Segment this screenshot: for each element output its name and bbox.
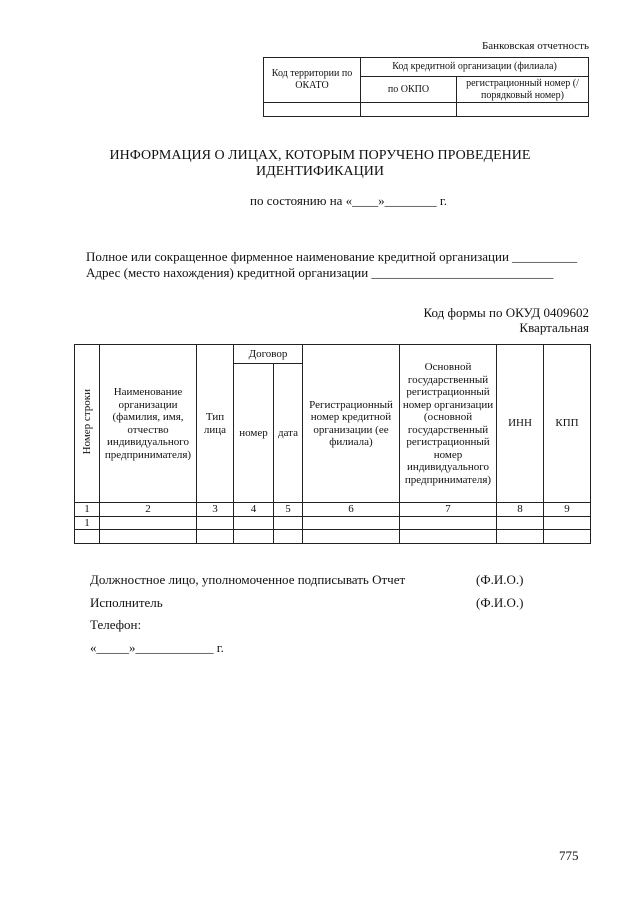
person-type-header: Тип лица — [197, 345, 234, 503]
kpp-cell[interactable] — [544, 516, 591, 530]
executor-fio: (Ф.И.О.) — [476, 595, 524, 610]
row-number-cell: 1 — [75, 516, 100, 530]
col-number: 7 — [400, 503, 497, 517]
col-number: 8 — [497, 503, 544, 517]
okpo-cell[interactable] — [361, 103, 457, 117]
header-code-table — [263, 57, 589, 117]
reg-number-cell[interactable] — [303, 516, 400, 530]
contract-date-cell[interactable] — [274, 530, 303, 544]
contract-number-header: номер — [234, 364, 274, 503]
col-number: 1 — [75, 503, 100, 517]
title-line-2: ИДЕНТИФИКАЦИИ — [256, 164, 384, 179]
contract-date-cell[interactable] — [274, 516, 303, 530]
ogrn-cell[interactable] — [400, 530, 497, 544]
page-number: 775 — [559, 848, 579, 863]
okpo-header: по ОКПО — [361, 77, 457, 103]
periodicity: Квартальная — [519, 320, 589, 335]
reg-number-cell[interactable] — [303, 530, 400, 544]
form-code: Код формы по ОКУД 0409602 — [423, 305, 589, 320]
col-number: 3 — [197, 503, 234, 517]
person-type-cell[interactable] — [197, 530, 234, 544]
inn-header: ИНН — [497, 345, 544, 503]
territory-code-cell[interactable] — [264, 103, 361, 117]
phone-label: Телефон: — [90, 617, 142, 632]
org-address-line: Адрес (место нахождения) кредитной организации ____________________________ — [86, 265, 554, 280]
territory-code-header: Код территории по ОКАТО — [264, 58, 361, 103]
kpp-cell[interactable] — [544, 530, 591, 544]
executor-label: Исполнитель — [90, 595, 163, 610]
contract-date-header: дата — [274, 364, 303, 503]
name-cell[interactable] — [100, 516, 197, 530]
person-type-cell[interactable] — [197, 516, 234, 530]
kpp-header: КПП — [544, 345, 591, 503]
reg-number-header: Регистрационный номер кредитной организации (ее филиала) — [303, 345, 400, 503]
col-number: 5 — [274, 503, 303, 517]
official-fio: (Ф.И.О.) — [476, 572, 524, 587]
table-row — [75, 516, 591, 530]
col-number: 2 — [100, 503, 197, 517]
org-name-line: Полное или сокращенное фирменное наименование кредитной организации __________ — [86, 249, 578, 264]
name-cell[interactable] — [100, 530, 197, 544]
main-table — [74, 344, 591, 544]
row-number-cell — [75, 530, 100, 544]
reg-number-cell[interactable] — [457, 103, 589, 117]
contract-number-cell[interactable] — [234, 516, 274, 530]
col-number: 4 — [234, 503, 274, 517]
contract-number-cell[interactable] — [234, 530, 274, 544]
official-label: Должностное лицо, уполномоченное подписывать Отчет — [90, 572, 406, 587]
reporting-type: Банковская отчетность — [481, 40, 589, 52]
table-row — [75, 530, 591, 544]
name-header: Наименование организации (фамилия, имя, отчество индивидуального предпринимателя) — [100, 345, 197, 503]
date-blank: «_____»____________ г. — [90, 640, 224, 655]
title-line-1: ИНФОРМАЦИЯ О ЛИЦАХ, КОТОРЫМ ПОРУЧЕНО ПРОВЕДЕНИЕ — [109, 148, 531, 163]
date-line: по состоянию на «____»________ г. — [250, 193, 448, 208]
ogrn-header: Основной государственный регистрационный номер организации (основной государственный регистрационный номер индивидуального предпринимателя) — [400, 345, 497, 503]
reg-number-header: регистрационный номер (/порядковый номер) — [457, 77, 589, 103]
row-number-header: Номер строки — [75, 345, 100, 503]
credit-org-code-header: Код кредитной организации (филиала) — [361, 58, 589, 77]
col-number: 6 — [303, 503, 400, 517]
col-number: 9 — [544, 503, 591, 517]
inn-cell[interactable] — [497, 530, 544, 544]
document-title — [0, 148, 640, 180]
contract-header: Договор — [234, 345, 303, 364]
inn-cell[interactable] — [497, 516, 544, 530]
column-numbers-row — [75, 503, 591, 517]
ogrn-cell[interactable] — [400, 516, 497, 530]
